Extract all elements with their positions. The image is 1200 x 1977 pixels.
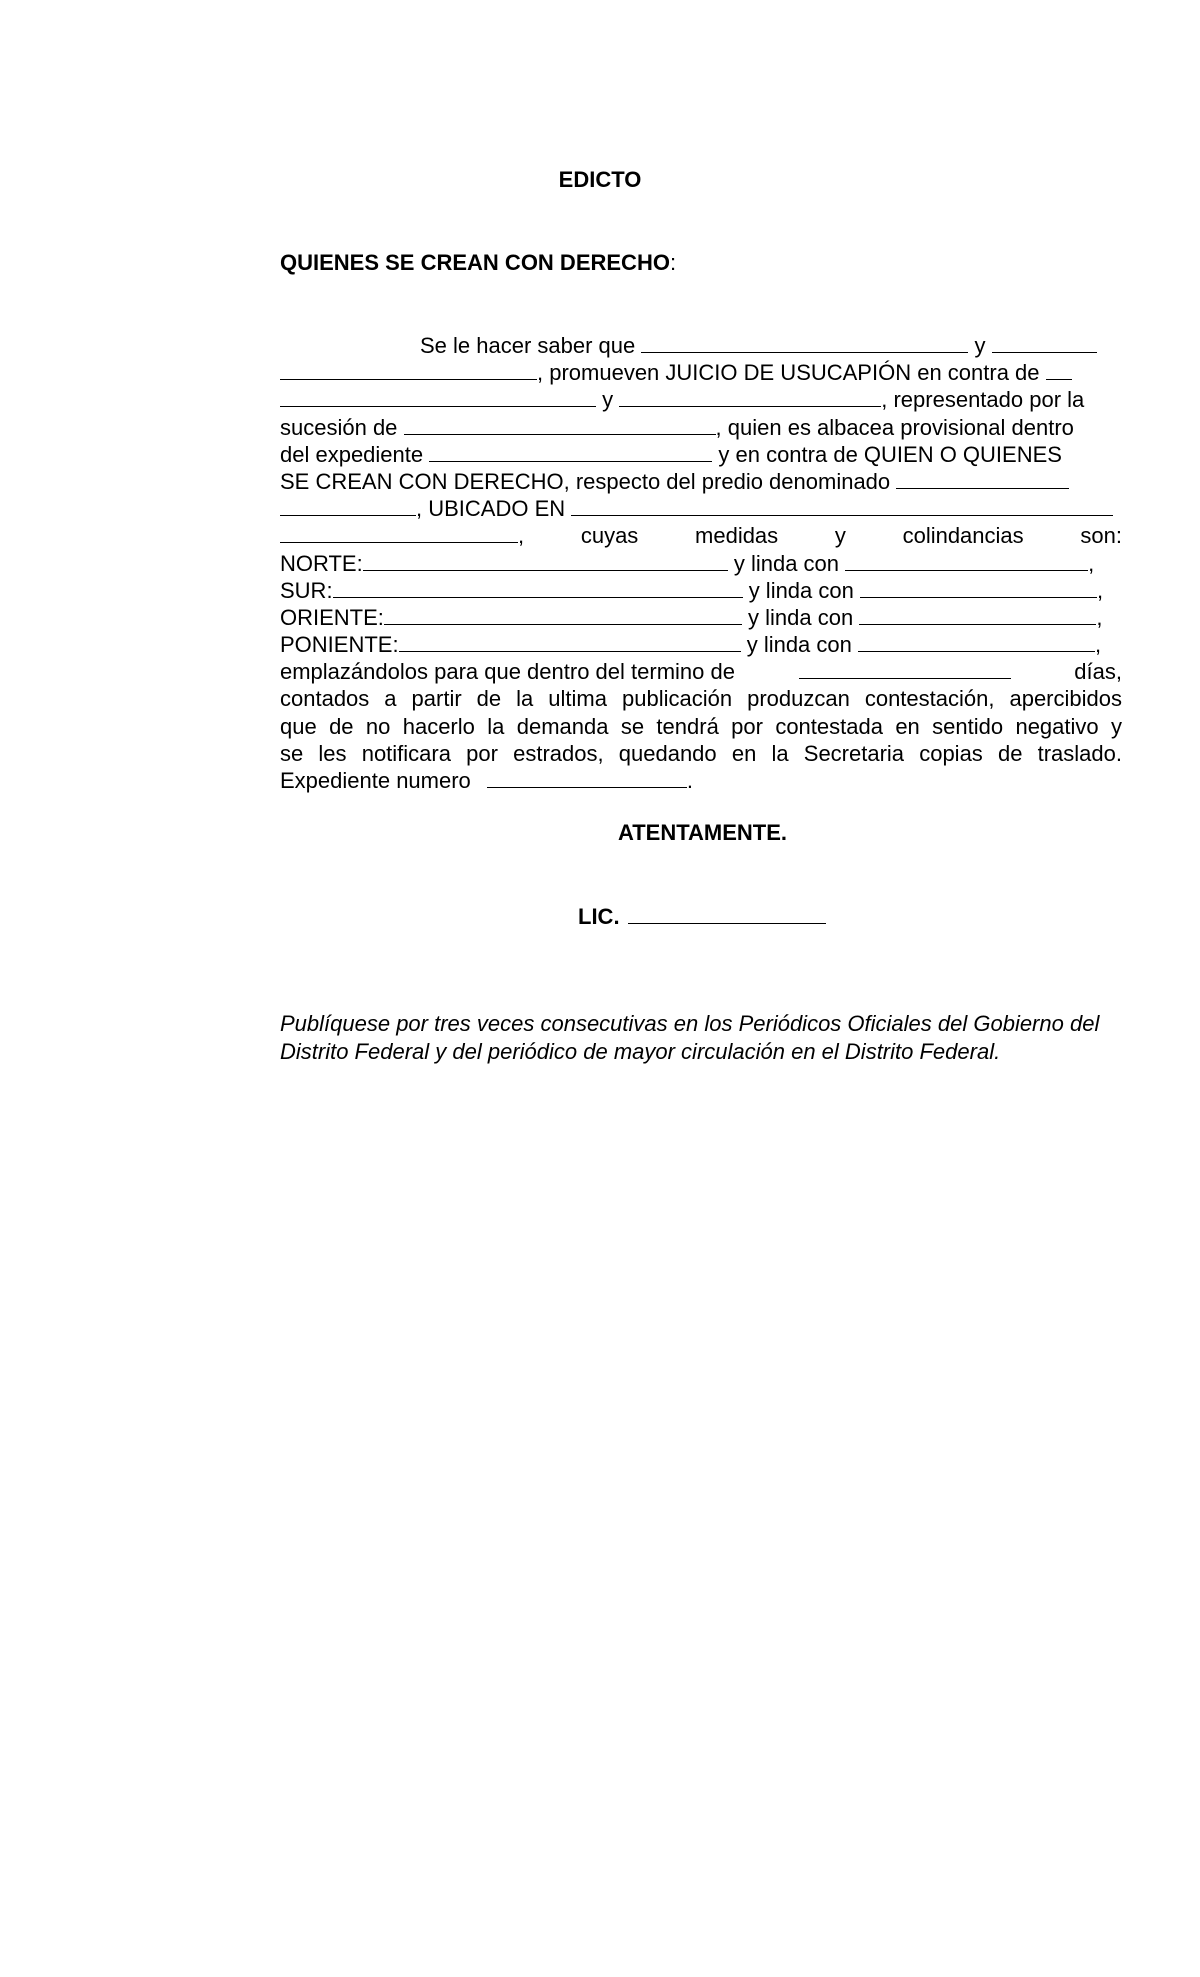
blank-field <box>571 495 1113 516</box>
blank-field <box>845 550 1088 571</box>
body-line-2 <box>280 359 1122 386</box>
blank-field <box>859 604 1096 625</box>
body-text: medidas <box>695 523 779 549</box>
body-line-4 <box>280 414 1122 441</box>
blank-field <box>799 658 1011 679</box>
body-text: SE CREAN CON DERECHO, respecto del predio denominado <box>280 468 891 494</box>
body-text: , <box>1095 632 1102 658</box>
boundary-label: ORIENTE: <box>280 604 384 630</box>
body-line-17 <box>280 767 1122 794</box>
signature-blank <box>628 903 826 924</box>
boundary-label: NORTE: <box>280 550 363 576</box>
body-text: , UBICADO EN <box>416 496 566 522</box>
body-line-13 <box>280 658 1122 685</box>
blank-field <box>619 386 881 407</box>
body-text: y <box>602 387 614 413</box>
blank-field <box>280 359 537 380</box>
blank-field <box>333 577 743 598</box>
publication-note: Publíquese por tres veces consecutivas en los Periódicos Oficiales del Gobierno del Distrito Federal y del periódico de mayor circulación en el Distrito Federal. <box>280 1011 1100 1064</box>
blank-field <box>860 577 1097 598</box>
signature-line <box>578 903 826 930</box>
blank-field <box>896 468 1069 489</box>
document-title <box>0 167 1200 193</box>
body-text: y linda con <box>733 550 840 576</box>
blank-field <box>429 441 712 462</box>
body-text: , <box>518 523 525 549</box>
closing-label: ATENTAMENTE. <box>617 820 788 845</box>
body-text: , promueven JUICIO DE USUCAPIÓN en contra de <box>537 360 1040 386</box>
body-text: y en contra de QUIEN O QUIENES <box>718 441 1062 467</box>
boundary-label: SUR: <box>280 577 333 603</box>
boundary-label: PONIENTE: <box>280 632 399 658</box>
blank-field <box>280 522 518 543</box>
blank-field <box>1046 359 1072 380</box>
body-text: del expediente <box>280 441 424 467</box>
body-text: . <box>686 768 694 793</box>
body-text: , <box>1088 550 1095 576</box>
body-text: , quien es albacea provisional dentro <box>715 414 1074 440</box>
body-text: y linda con <box>746 632 852 658</box>
blank-field <box>384 604 742 625</box>
addressee-text: QUIENES SE CREAN CON DERECHO <box>280 250 670 275</box>
body-line-6 <box>280 468 1122 495</box>
body-text: cuyas <box>580 523 639 549</box>
body-text: , representado por la <box>881 387 1085 413</box>
body-text: sucesión de <box>280 414 398 440</box>
closing-text <box>0 820 1200 846</box>
edict-body <box>280 332 1122 794</box>
body-text: que de no hacerlo la demanda se tendrá por contestada en sentido negativo y <box>280 713 1122 739</box>
boundary-oriente <box>280 604 1122 631</box>
boundary-poniente <box>280 631 1122 658</box>
boundary-norte <box>280 550 1122 577</box>
blank-field <box>858 631 1095 652</box>
body-text: son: <box>1080 523 1122 549</box>
addressee-heading <box>280 250 676 276</box>
body-text: contados a partir de la ultima publicación produzcan contestación, apercibidos <box>280 686 1122 712</box>
body-line-7 <box>280 495 1122 522</box>
body-text: y linda con <box>748 577 854 603</box>
body-line-5 <box>280 441 1122 468</box>
body-text: colindancias <box>902 523 1024 549</box>
body-text: Se le hacer saber que <box>420 333 636 358</box>
body-text: , <box>1096 604 1103 630</box>
signature-prefix: LIC. <box>578 904 620 929</box>
body-text: días, <box>1074 659 1122 685</box>
line-8-start <box>280 522 524 549</box>
body-line-1 <box>280 332 1122 359</box>
body-text: emplazándolos para que dentro del termino de <box>280 659 735 685</box>
expediente-blank <box>487 767 687 788</box>
body-line-8 <box>280 522 1122 549</box>
body-text: y linda con <box>748 604 854 630</box>
blank-field <box>280 495 416 516</box>
title-text: EDICTO <box>558 167 642 192</box>
body-line-16 <box>280 740 1122 767</box>
body-text: y <box>834 523 846 549</box>
body-text: y <box>974 333 986 358</box>
blank-field <box>992 332 1097 353</box>
blank-field <box>280 386 596 407</box>
blank-field <box>363 550 728 571</box>
blank-field <box>641 332 968 353</box>
body-line-15 <box>280 713 1122 740</box>
body-line-14 <box>280 685 1122 712</box>
body-text: se les notificara por estrados, quedando en la Secretaria copias de traslado. <box>280 740 1122 766</box>
boundary-sur <box>280 577 1122 604</box>
blank-field <box>399 631 741 652</box>
addressee-colon: : <box>669 250 677 275</box>
blank-field <box>404 414 716 435</box>
body-line-3 <box>280 386 1122 413</box>
body-text: Expediente numero <box>280 768 471 793</box>
body-text: , <box>1097 577 1104 603</box>
